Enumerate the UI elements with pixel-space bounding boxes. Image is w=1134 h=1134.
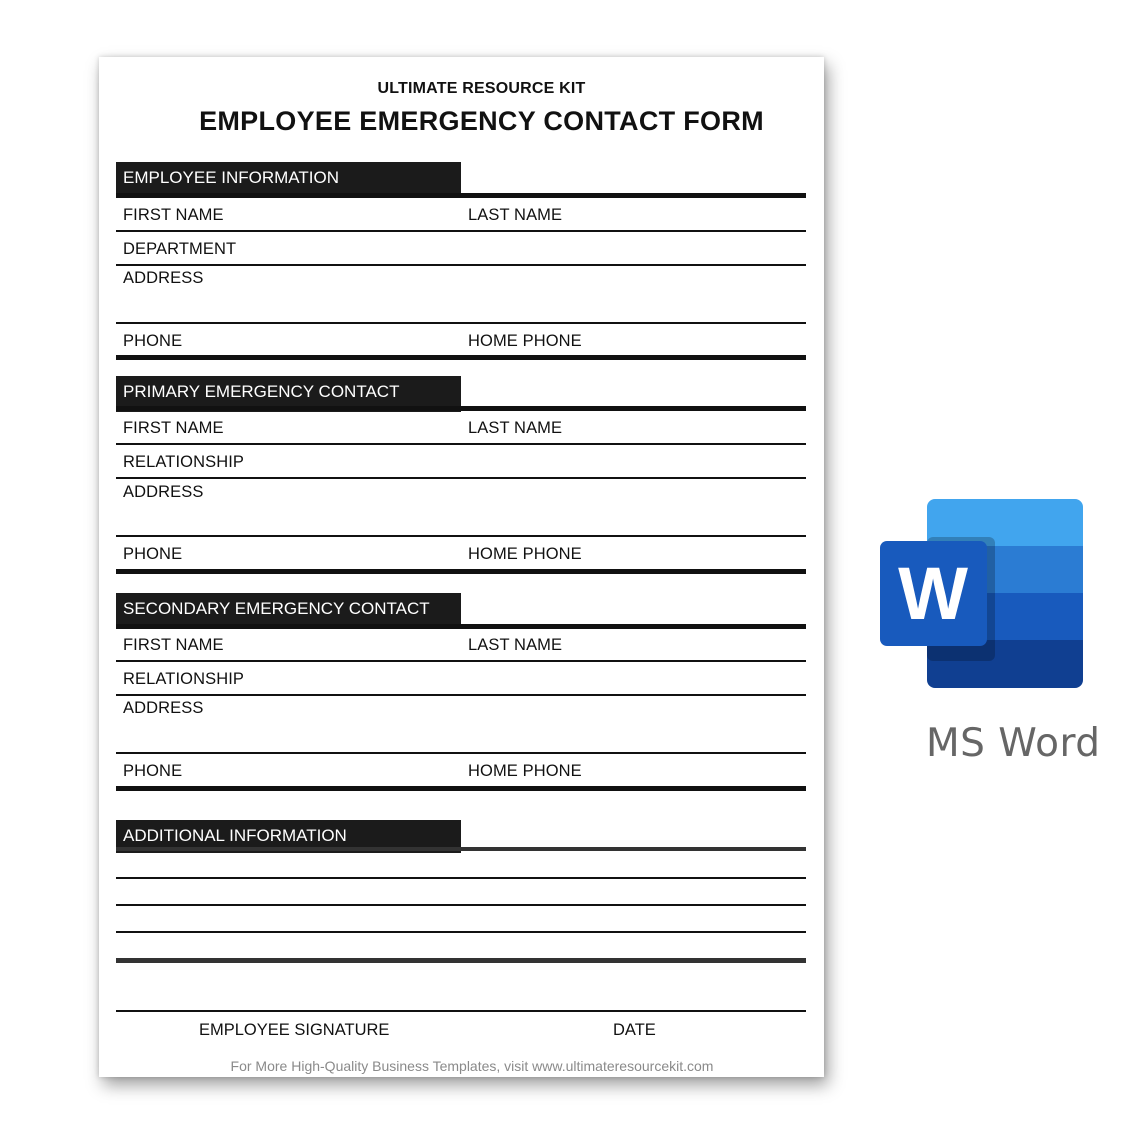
field-line bbox=[116, 443, 806, 445]
secondary-address-label: ADDRESS bbox=[123, 699, 204, 717]
field-line bbox=[116, 230, 806, 232]
employee-home-phone-label: HOME PHONE bbox=[468, 332, 582, 350]
section-header-employee: EMPLOYEE INFORMATION bbox=[116, 162, 461, 198]
secondary-last-name-label: LAST NAME bbox=[468, 636, 563, 654]
secondary-relationship-label: RELATIONSHIP bbox=[123, 670, 245, 688]
section-rule bbox=[116, 406, 806, 411]
employee-phone-label: PHONE bbox=[123, 332, 183, 350]
word-icon bbox=[880, 499, 1083, 689]
secondary-phone-label: PHONE bbox=[123, 762, 183, 780]
primary-phone-label: PHONE bbox=[123, 545, 183, 563]
employee-address-label: ADDRESS bbox=[123, 269, 204, 287]
notes-line bbox=[116, 904, 806, 906]
employee-last-name-label: LAST NAME bbox=[468, 206, 563, 224]
secondary-home-phone-label: HOME PHONE bbox=[468, 762, 582, 780]
field-line bbox=[116, 477, 806, 479]
section-header-additional: ADDITIONAL INFORMATION bbox=[116, 820, 461, 853]
primary-first-name-label: FIRST NAME bbox=[123, 419, 224, 437]
section-rule bbox=[116, 193, 806, 198]
field-line bbox=[116, 752, 806, 754]
section-header-secondary: SECONDARY EMERGENCY CONTACT bbox=[116, 593, 461, 629]
signature-line bbox=[116, 1010, 806, 1012]
primary-home-phone-label: HOME PHONE bbox=[468, 545, 582, 563]
employee-first-name-label: FIRST NAME bbox=[123, 206, 224, 224]
field-line bbox=[116, 535, 806, 537]
notes-line bbox=[116, 877, 806, 879]
section-header-primary: PRIMARY EMERGENCY CONTACT bbox=[116, 376, 461, 412]
notes-line bbox=[116, 931, 806, 933]
employee-department-label: DEPARTMENT bbox=[123, 240, 237, 258]
app-label: MS Word bbox=[926, 721, 1101, 766]
date-label: DATE bbox=[613, 1021, 656, 1039]
section-end-rule bbox=[116, 958, 806, 963]
section-end-rule bbox=[116, 569, 806, 574]
field-line bbox=[116, 264, 806, 266]
primary-address-label: ADDRESS bbox=[123, 483, 204, 501]
employee-signature-label: EMPLOYEE SIGNATURE bbox=[199, 1021, 390, 1039]
field-line bbox=[116, 322, 806, 324]
section-end-rule bbox=[116, 786, 806, 791]
secondary-first-name-label: FIRST NAME bbox=[123, 636, 224, 654]
section-rule bbox=[116, 847, 806, 851]
footer-note: For More High-Quality Business Templates, visit www.ultimateresourcekit.com bbox=[230, 1058, 714, 1074]
primary-last-name-label: LAST NAME bbox=[468, 419, 563, 437]
field-line bbox=[116, 660, 806, 662]
form-page bbox=[99, 57, 824, 1077]
brand-name: ULTIMATE RESOURCE KIT bbox=[377, 80, 586, 97]
primary-relationship-label: RELATIONSHIP bbox=[123, 453, 245, 471]
field-line bbox=[116, 694, 806, 696]
word-letter: W bbox=[898, 552, 968, 635]
section-rule bbox=[116, 624, 806, 629]
section-end-rule bbox=[116, 355, 806, 360]
form-title: EMPLOYEE EMERGENCY CONTACT FORM bbox=[199, 106, 764, 136]
